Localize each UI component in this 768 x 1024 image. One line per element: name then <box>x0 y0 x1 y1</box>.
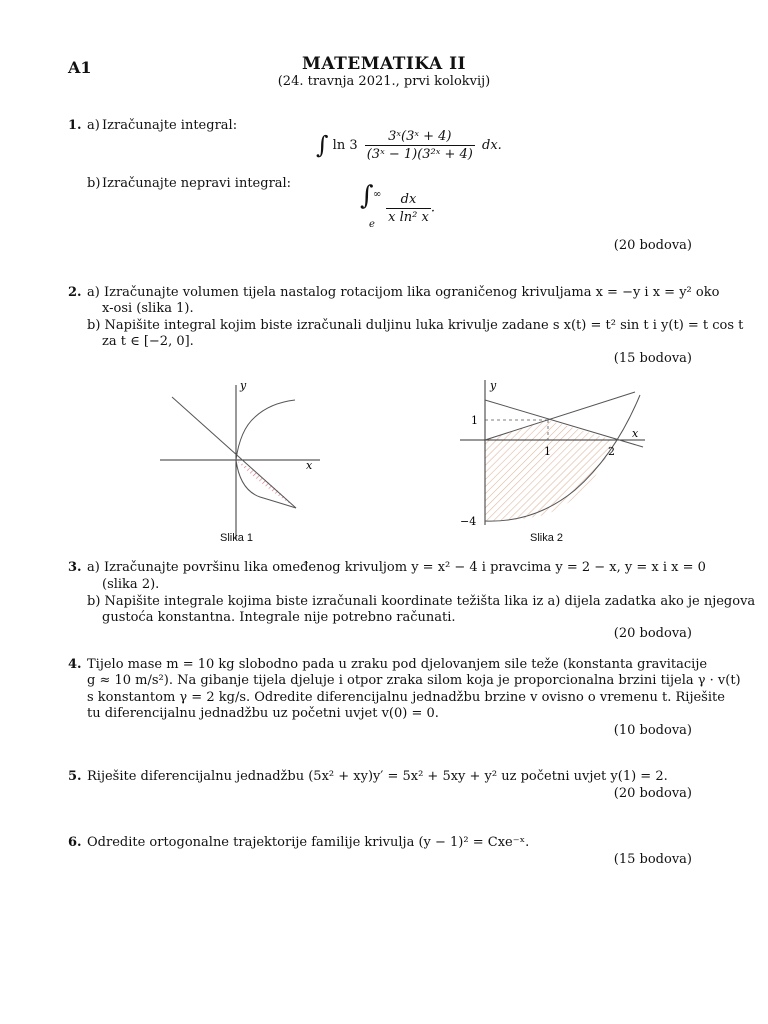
tick-label-x2: 2 <box>608 445 615 458</box>
x-axis-label: x <box>632 427 639 440</box>
parabola-upper-branch <box>236 400 295 460</box>
shaded-region <box>236 460 296 508</box>
problem-number: 3. <box>68 560 82 575</box>
exam-code: A1 <box>68 58 92 77</box>
problem-line: Odredite ortogonalne trajektorije familije krivulja (y − 1)² = Cxe⁻ˣ. <box>87 835 530 850</box>
problem-line: a) Izračunajte površinu lika omeđenog krivuljom y = x² − 4 i pravcima y = 2 − x, y = x i x = 0 <box>87 560 706 575</box>
problem-number: 5. <box>68 769 82 784</box>
problem-part-label: b) <box>87 176 101 191</box>
tick-label-y-minus-4: −4 <box>460 515 477 528</box>
problem-points: (20 bodova) <box>613 786 692 801</box>
problem-text: Izračunajte integral: <box>102 118 238 133</box>
problem-points: (20 bodova) <box>613 626 692 641</box>
problem-line: Tijelo mase m = 10 kg slobodno pada u zraku pod djelovanjem sile teže (konstanta gravitacije <box>87 657 708 672</box>
problem-points: (20 bodova) <box>613 238 692 253</box>
exam-subtitle: (24. travnja 2021., prvi kolokvij) <box>277 74 491 89</box>
formula-suffix: dx. <box>482 138 502 153</box>
figure-2-caption: Slika 2 <box>530 532 564 544</box>
problem-text: Izračunajte nepravi integral: <box>102 176 292 191</box>
problem-line: za t ∈ [−2, 0]. <box>102 334 194 349</box>
problem-part-label: a) <box>87 118 100 133</box>
tick-label-y1: 1 <box>471 414 478 427</box>
formula-numerator: 3ˣ(3ˣ + 4) <box>365 128 475 146</box>
problem-line: gustoća konstantna. Integrale nije potrebno računati. <box>102 610 456 625</box>
problem-line: x-osi (slika 1). <box>102 301 194 316</box>
problem-line: a) Izračunajte volumen tijela nastalog rotacijom lika ograničenog krivuljama x = −y i x = y² oko <box>87 285 720 300</box>
integral-formula-b <box>360 181 435 230</box>
problem-line: s konstantom γ = 2 kg/s. Odredite diferencijalnu jednadžbu brzine v ovisno o vremenu t. Riješite <box>87 690 725 705</box>
integral-upper-limit: ∞ <box>373 189 382 200</box>
problem-line: b) Napišite integrale kojima biste izračunali koordinate težišta lika iz a) dijela zadatka ako je njegova <box>87 594 756 609</box>
x-axis-label: x <box>306 459 313 472</box>
problem-number: 2. <box>68 285 82 300</box>
y-axis-label: y <box>490 379 497 392</box>
problem-number: 4. <box>68 657 82 672</box>
figure-2 <box>455 375 655 535</box>
problem-points: (15 bodova) <box>613 351 692 366</box>
formula-suffix: . <box>430 200 435 216</box>
integral-lower-limit: e <box>369 219 375 230</box>
problem-number: 1. <box>68 118 82 133</box>
integral-formula-a: ∫ ln 3 $\frac{\text{3ˣ(3ˣ + 4)}}{\text{(3ˣ − 1)(3²ˣ + 4)}}$ dx. <box>316 129 502 162</box>
line-x-eq-minus-y <box>172 397 296 508</box>
problem-line: Riješite diferencijalnu jednadžbu (5x² + xy)y′ = 5x² + 5xy + y² uz početni uvjet y(1) = 2. <box>87 769 668 784</box>
integral-sign: ∫ <box>360 181 374 211</box>
figure-1 <box>150 375 330 545</box>
formula-denominator: x ln² x <box>388 209 429 225</box>
exam-title: MATEMATIKA II <box>302 54 466 74</box>
problem-number: 6. <box>68 835 82 850</box>
problem-line: b) Napišite integral kojim biste izračunali duljinu luka krivulje zadane s x(t) = t² sin t i y(t) = t cos t <box>87 318 744 333</box>
figure-1-caption: Slika 1 <box>220 532 254 544</box>
formula-numerator: dx <box>386 191 431 209</box>
problem-line: tu diferencijalnu jednadžbu uz početni uvjet v(0) = 0. <box>87 706 439 721</box>
problem-points: (15 bodova) <box>613 852 692 867</box>
y-axis-label: y <box>240 379 247 392</box>
problem-line: (slika 2). <box>102 577 160 592</box>
problem-line: g ≈ 10 m/s²). Na gibanje tijela djeluje i otpor zraka silom koja je proporcionalna brzini tijela γ · v(t) <box>87 673 741 688</box>
formula-denominator: (3ˣ − 1)(3²ˣ + 4) <box>366 147 473 162</box>
tick-label-x1: 1 <box>544 445 551 458</box>
problem-points: (10 bodova) <box>613 723 692 738</box>
